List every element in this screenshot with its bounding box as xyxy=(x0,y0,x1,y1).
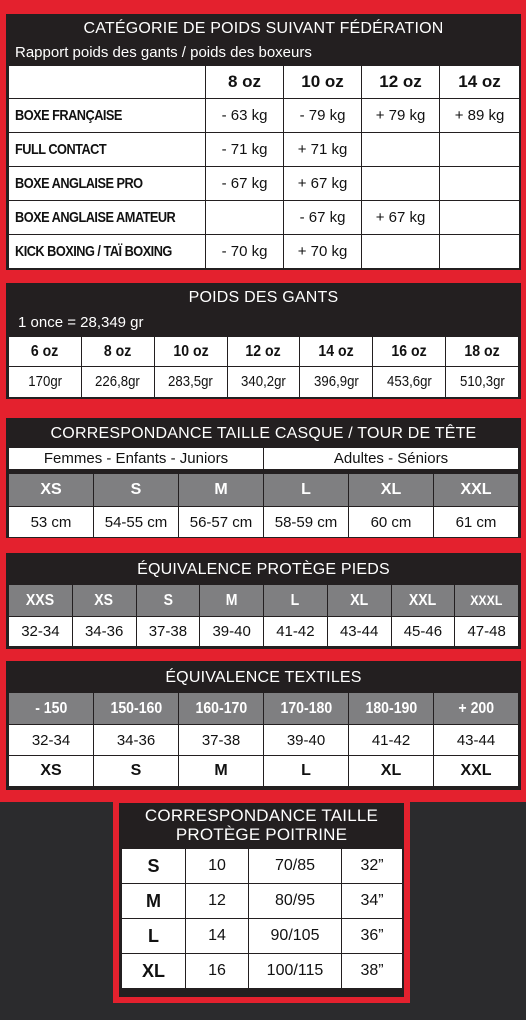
table-cell xyxy=(206,201,284,235)
table-row xyxy=(9,201,520,235)
textile-value: 41-42 xyxy=(349,725,434,756)
table-cell: - 67 kg xyxy=(206,167,284,201)
glove-weight: 453,6gr xyxy=(386,373,432,390)
textiles-section xyxy=(6,661,521,790)
table-cell xyxy=(362,133,440,167)
feet-size: XXXL xyxy=(470,591,503,608)
textile-value: 39-40 xyxy=(264,725,349,756)
textile-size: XXL xyxy=(434,756,519,787)
glove-weight: 170gr xyxy=(28,373,62,390)
table-cell: + 70 kg xyxy=(284,235,362,269)
chest-table xyxy=(121,848,403,989)
feet-value: 39-40 xyxy=(200,617,264,647)
helmet-section xyxy=(6,418,521,538)
glove-size: 10 oz xyxy=(172,342,209,360)
chest-size: L xyxy=(122,919,186,954)
textile-size: S xyxy=(94,756,179,787)
table-row xyxy=(9,167,520,201)
table-cell: + 67 kg xyxy=(362,201,440,235)
table-cell xyxy=(440,167,520,201)
textile-size: L xyxy=(264,756,349,787)
table-row xyxy=(9,617,519,647)
row-label: BOXE ANGLAISE AMATEUR xyxy=(15,209,176,226)
helmet-value: 53 cm xyxy=(9,507,94,538)
helmet-value: 60 cm xyxy=(349,507,434,538)
chest-number: 16 xyxy=(186,954,249,989)
textiles-table xyxy=(8,692,519,787)
helmet-value: 56-57 cm xyxy=(179,507,264,538)
helmet-value: 61 cm xyxy=(434,507,519,538)
helmet-size: M xyxy=(179,474,264,507)
feet-value: 32-34 xyxy=(9,617,73,647)
feet-size: S xyxy=(163,591,173,609)
height-range: 160-170 xyxy=(195,699,247,717)
helmet-size: L xyxy=(264,474,349,507)
height-range: + 200 xyxy=(458,699,494,717)
chest-section xyxy=(119,803,404,997)
helmet-size: S xyxy=(94,474,179,507)
feet-value: 37-38 xyxy=(136,617,200,647)
column-header: 14 oz xyxy=(440,66,520,99)
chest-size: S xyxy=(122,849,186,884)
feet-value: 45-46 xyxy=(391,617,455,647)
empty-corner xyxy=(9,66,206,99)
feet-size: XS xyxy=(94,591,114,609)
chest-inch: 36” xyxy=(342,919,403,954)
table-row xyxy=(9,99,520,133)
chest-number: 12 xyxy=(186,884,249,919)
glove-weight: 283,5gr xyxy=(168,373,213,390)
row-label: KICK BOXING / TAÏ BOXING xyxy=(15,243,172,260)
helmet-title: CORRESPONDANCE TAILLE CASQUE / TOUR DE TÊTE xyxy=(50,425,477,442)
helmet-size: XS xyxy=(9,474,94,507)
helmet-size: XL xyxy=(349,474,434,507)
glove-weight: 510,3gr xyxy=(459,373,505,390)
chest-size: M xyxy=(122,884,186,919)
table-cell: - 70 kg xyxy=(206,235,284,269)
table-cell: + 89 kg xyxy=(440,99,520,133)
table-row xyxy=(122,849,403,884)
group-row xyxy=(9,448,519,470)
glove-size: 6 oz xyxy=(31,342,59,360)
glove-size: 8 oz xyxy=(104,342,132,360)
textile-value: 34-36 xyxy=(94,725,179,756)
table-cell xyxy=(362,167,440,201)
table-cell: - 63 kg xyxy=(206,99,284,133)
feet-table xyxy=(8,584,519,647)
table-row xyxy=(9,133,520,167)
textile-size: XS xyxy=(9,756,94,787)
column-header: 12 oz xyxy=(362,66,440,99)
table-cell xyxy=(362,235,440,269)
federation-table xyxy=(8,65,520,269)
feet-value: 41-42 xyxy=(264,617,328,647)
federation-title: CATÉGORIE DE POIDS SUIVANT FÉDÉRATION xyxy=(83,20,444,37)
table-cell: - 71 kg xyxy=(206,133,284,167)
glove-size: 18 oz xyxy=(464,342,500,360)
feet-size: XXL xyxy=(409,591,437,609)
table-header-row xyxy=(9,693,519,725)
gloves-section xyxy=(6,283,521,399)
textile-value: 32-34 xyxy=(9,725,94,756)
group-label-left: Femmes - Enfants - Juniors xyxy=(9,448,264,470)
table-header-row xyxy=(9,474,519,507)
chest-range: 100/115 xyxy=(249,954,342,989)
gloves-table xyxy=(8,336,519,398)
helmet-value: 54-55 cm xyxy=(94,507,179,538)
chest-title-line2: PROTÈGE POITRINE xyxy=(175,825,348,844)
feet-title: ÉQUIVALENCE PROTÈGE PIEDS xyxy=(137,561,390,578)
chest-inch: 32” xyxy=(342,849,403,884)
glove-size: 16 oz xyxy=(391,342,427,360)
height-range: 150-160 xyxy=(110,699,162,717)
table-row xyxy=(122,954,403,989)
table-cell: + 79 kg xyxy=(362,99,440,133)
feet-section xyxy=(6,553,521,649)
table-cell xyxy=(440,133,520,167)
chest-inch: 34” xyxy=(342,884,403,919)
glove-size: 12 oz xyxy=(245,342,282,360)
column-header: 8 oz xyxy=(206,66,284,99)
federation-subtitle: Rapport poids des gants / poids des boxeurs xyxy=(15,44,312,61)
glove-weight: 226,8gr xyxy=(95,373,141,390)
table-row xyxy=(9,507,519,538)
gloves-title: POIDS DES GANTS xyxy=(188,289,339,306)
chest-inch: 38” xyxy=(342,954,403,989)
table-row xyxy=(122,884,403,919)
gloves-subtitle: 1 once = 28,349 gr xyxy=(18,314,144,331)
feet-size: XL xyxy=(350,591,369,609)
row-label: FULL CONTACT xyxy=(15,141,107,158)
table-header-row xyxy=(9,66,520,99)
height-range: 180-190 xyxy=(365,699,417,717)
table-header-row xyxy=(9,337,519,367)
height-range: 170-180 xyxy=(280,699,332,717)
chest-size: XL xyxy=(122,954,186,989)
chest-range: 70/85 xyxy=(249,849,342,884)
helmet-table xyxy=(8,473,519,538)
chest-number: 10 xyxy=(186,849,249,884)
glove-size: 14 oz xyxy=(318,342,354,360)
chest-range: 80/95 xyxy=(249,884,342,919)
chest-number: 14 xyxy=(186,919,249,954)
table-cell xyxy=(440,235,520,269)
table-cell: + 67 kg xyxy=(284,167,362,201)
feet-size: XXS xyxy=(26,591,55,609)
row-label: BOXE ANGLAISE PRO xyxy=(15,175,143,192)
column-header: 10 oz xyxy=(284,66,362,99)
table-row xyxy=(9,725,519,756)
table-cell: - 67 kg xyxy=(284,201,362,235)
glove-weight: 340,2gr xyxy=(241,373,286,390)
feet-size: L xyxy=(291,591,300,609)
table-cell: - 79 kg xyxy=(284,99,362,133)
table-row xyxy=(122,919,403,954)
textile-size: XL xyxy=(349,756,434,787)
feet-value: 43-44 xyxy=(327,617,391,647)
group-label-right: Adultes - Séniors xyxy=(264,448,519,470)
federation-section xyxy=(6,14,521,270)
glove-weight: 396,9gr xyxy=(313,373,359,390)
table-row xyxy=(9,367,519,398)
height-range: - 150 xyxy=(34,699,68,717)
helmet-value: 58-59 cm xyxy=(264,507,349,538)
table-row xyxy=(9,235,520,269)
textile-size: M xyxy=(179,756,264,787)
helmet-group-table xyxy=(8,447,519,470)
textile-value: 43-44 xyxy=(434,725,519,756)
row-label: BOXE FRANÇAISE xyxy=(15,107,122,124)
table-cell xyxy=(440,201,520,235)
table-row xyxy=(9,756,519,787)
feet-size: M xyxy=(225,591,238,609)
feet-value: 47-48 xyxy=(455,617,519,647)
textiles-title: ÉQUIVALENCE TEXTILES xyxy=(165,669,362,686)
chest-title-line1: CORRESPONDANCE TAILLE xyxy=(144,806,379,825)
textile-value: 37-38 xyxy=(179,725,264,756)
table-header-row xyxy=(9,585,519,617)
feet-value: 34-36 xyxy=(72,617,136,647)
chest-range: 90/105 xyxy=(249,919,342,954)
table-cell: + 71 kg xyxy=(284,133,362,167)
helmet-size: XXL xyxy=(434,474,519,507)
